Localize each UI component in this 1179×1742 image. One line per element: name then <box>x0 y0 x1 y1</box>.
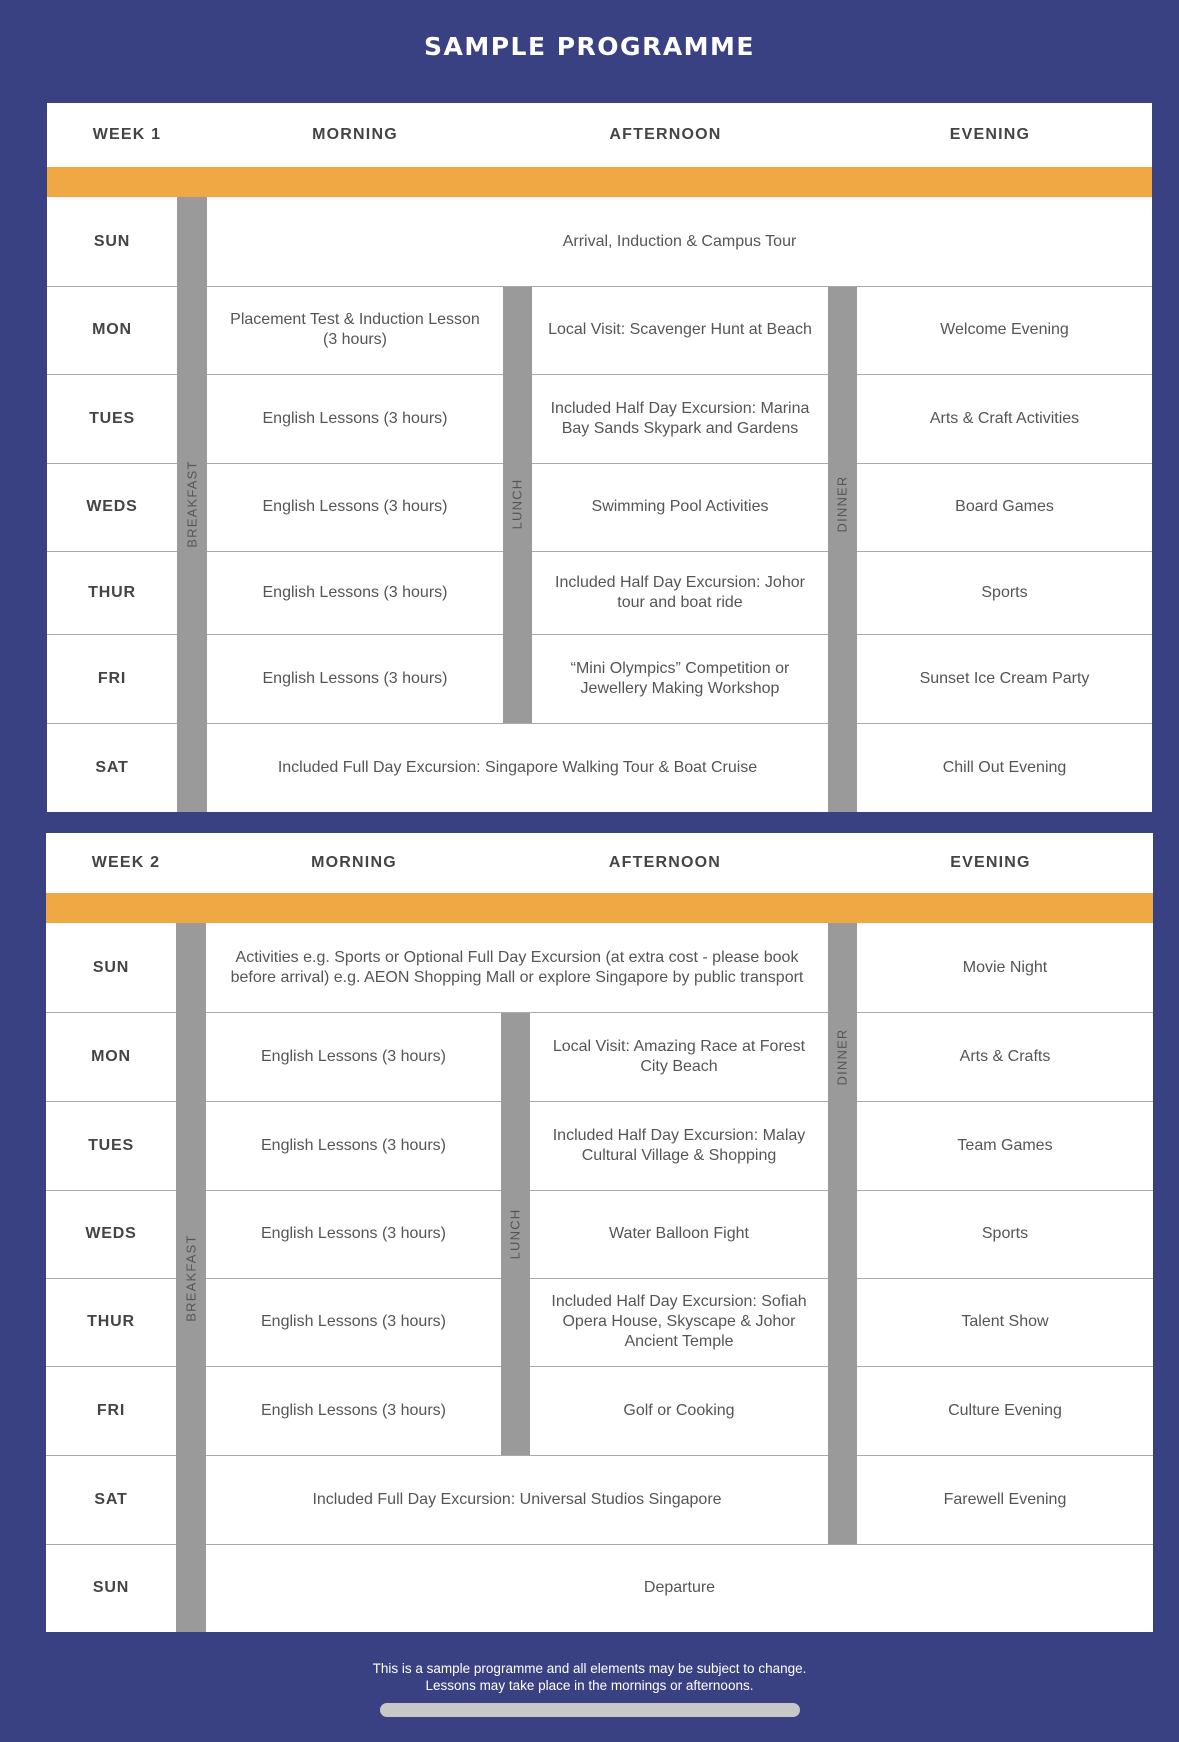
day-label: SUN <box>92 958 130 976</box>
week1-evening-cell: Sports <box>981 583 1028 601</box>
week2-afternoon-cell: Local Visit: Amazing Race at Forest City Beach <box>552 1037 806 1075</box>
week1-dinner-bar <box>828 286 857 812</box>
week1-sat-excursion: Included Full Day Excursion: Singapore Walking Tour & Boat Cruise <box>277 758 758 776</box>
week2-sun-evening: Movie Night <box>962 958 1048 976</box>
week2-morning-cell: English Lessons (3 hours) <box>261 1225 446 1242</box>
week1-lunch-label: LUNCH <box>509 478 525 530</box>
day-label: FRI <box>96 1401 126 1419</box>
day-label: MON <box>92 321 132 338</box>
horizontal-scrollbar[interactable] <box>380 1703 800 1717</box>
day-label: SUN <box>93 232 131 250</box>
day-label: WEDS <box>86 498 138 515</box>
week1-evening-cell: Sunset Ice Cream Party <box>919 669 1090 687</box>
week1-afternoon-cell: Included Half Day Excursion: Johor tour and boat ride <box>555 573 805 611</box>
week1-evening-cell: Board Games <box>955 498 1054 515</box>
week2-dinner-label: DINNER <box>834 1028 850 1086</box>
week2-afternoon-cell: Included Half Day Excursion: Sofiah Opera House, Skyscape & Johor Ancient Temple <box>551 1293 807 1350</box>
footer-line-1: This is a sample programme and all elements may be subject to change. <box>372 1661 807 1676</box>
week2-lunch-label: LUNCH <box>507 1208 523 1260</box>
day-label: TUES <box>88 1136 134 1154</box>
week1-breakfast-label: BREAKFAST <box>184 460 200 548</box>
day-label: WEDS <box>85 1225 137 1242</box>
week1-table <box>47 103 1152 812</box>
week2-breakfast-label: BREAKFAST <box>183 1234 199 1322</box>
week2-sun-activity: Activities e.g. Sports or Optional Full Day Excursion (at extra cost - please book before arrival) e.g. AEON Shopping Mall or explore Singapore by public transport <box>230 948 804 986</box>
page-title: SAMPLE PROGRAMME <box>423 32 756 61</box>
week1-label: WEEK 1 <box>92 126 162 143</box>
week2-morning-cell: English Lessons (3 hours) <box>261 1047 446 1065</box>
week1-sun-activity: Arrival, Induction & Campus Tour <box>562 232 797 250</box>
week2-afternoon-cell: Golf or Cooking <box>623 1401 735 1419</box>
week2-departure: Departure <box>643 1579 716 1596</box>
week1-afternoon-cell: Swimming Pool Activities <box>591 498 769 515</box>
week1-morning-header: MORNING <box>312 126 398 143</box>
week2-afternoon-header: AFTERNOON <box>608 854 722 871</box>
week1-evening-header: EVENING <box>949 126 1031 143</box>
week2-dinner-bar <box>828 923 857 1544</box>
week2-evening-cell: Culture Evening <box>948 1401 1062 1419</box>
week2-afternoon-cell: Water Balloon Fight <box>609 1225 749 1242</box>
week2-table <box>46 833 1153 1632</box>
week2-morning-header: MORNING <box>311 854 397 871</box>
day-label: FRI <box>97 669 127 687</box>
week1-afternoon-cell: Local Visit: Scavenger Hunt at Beach <box>548 321 812 338</box>
week2-header-band <box>46 893 1153 923</box>
week1-morning-cell: English Lessons (3 hours) <box>262 498 448 515</box>
week2-morning-cell: English Lessons (3 hours) <box>261 1401 446 1419</box>
week1-afternoon-cell: Included Half Day Excursion: Marina Bay Sands Skypark and Gardens <box>550 399 810 437</box>
week2-evening-cell: Talent Show <box>961 1313 1049 1330</box>
week1-evening-cell: Welcome Evening <box>940 321 1069 338</box>
week2-sat-excursion: Included Full Day Excursion: Universal Studios Singapore <box>312 1490 722 1508</box>
day-label: TUES <box>89 409 135 427</box>
day-label: THUR <box>88 583 136 601</box>
week1-dinner-label: DINNER <box>834 475 850 533</box>
day-label: SUN <box>92 1579 130 1596</box>
week2-evening-cell: Arts & Crafts <box>959 1047 1051 1065</box>
week1-morning-cell: English Lessons (3 hours) <box>262 669 448 687</box>
week1-header-band <box>47 167 1152 197</box>
day-label: MON <box>91 1047 131 1065</box>
week2-morning-cell: English Lessons (3 hours) <box>261 1136 446 1154</box>
week2-afternoon-cell: Included Half Day Excursion: Malay Cultural Village & Shopping <box>552 1126 806 1164</box>
week2-sat-evening: Farewell Evening <box>943 1490 1067 1508</box>
week1-afternoon-cell: “Mini Olympics” Competition or Jewellery Making Workshop <box>570 659 790 697</box>
week2-morning-cell: English Lessons (3 hours) <box>261 1313 446 1330</box>
day-label: THUR <box>87 1313 135 1330</box>
week2-evening-cell: Team Games <box>957 1136 1053 1154</box>
day-label: SAT <box>95 758 129 776</box>
week1-evening-cell: Arts & Craft Activities <box>929 409 1080 427</box>
footer-line-2: Lessons may take place in the mornings or afternoons. <box>425 1678 754 1693</box>
day-label: SAT <box>94 1490 128 1508</box>
week1-afternoon-header: AFTERNOON <box>609 126 722 143</box>
week2-label: WEEK 2 <box>91 854 161 871</box>
week1-morning-cell: Placement Test & Induction Lesson (3 hours) <box>230 311 480 348</box>
week2-evening-cell: Sports <box>981 1225 1029 1242</box>
week1-morning-cell: English Lessons (3 hours) <box>262 583 448 601</box>
week1-sat-evening: Chill Out Evening <box>942 758 1067 776</box>
week1-morning-cell: English Lessons (3 hours) <box>262 409 448 427</box>
week2-evening-header: EVENING <box>950 854 1031 871</box>
footer-note <box>0 1660 1179 1694</box>
